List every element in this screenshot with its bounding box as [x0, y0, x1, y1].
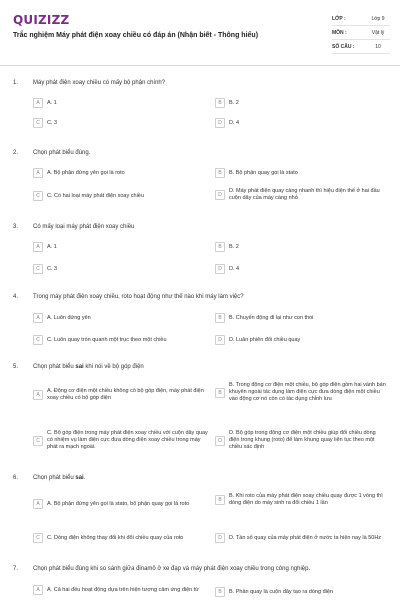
option-text: D. Luân phiên đổi chiều quay — [229, 336, 301, 343]
question-text: Máy phát điện xoay chiều có mấy bộ phận chính? — [33, 80, 166, 86]
option-text: B. Khi roto của máy phát điện xoay chiều quay được 1 vòng thì dòng điện do máy sinh ra đổi chiều 1 lần — [229, 493, 383, 506]
option-c[interactable] — [33, 264, 208, 274]
option-c[interactable] — [33, 191, 208, 201]
option-a[interactable] — [33, 499, 208, 509]
worksheet-header — [0, 0, 400, 66]
option-text: A. 1 — [47, 99, 57, 106]
option-text: D. 4 — [229, 265, 240, 272]
option-letter-box: C — [33, 436, 43, 446]
option-letter-box: B — [215, 242, 225, 252]
option-text: C. Dòng điện không thay đổi khi đổi chiều quay của roto — [47, 534, 184, 541]
option-a[interactable] — [33, 242, 208, 252]
option-c[interactable] — [33, 335, 208, 345]
option-c[interactable] — [33, 430, 208, 451]
option-text: A. Bộ phận đứng yên gọi là roto — [47, 169, 125, 176]
option-letter-box: B — [215, 313, 225, 323]
option-letter-box: A — [33, 168, 43, 178]
option-a[interactable] — [33, 98, 208, 108]
question-number: 1. — [13, 80, 19, 86]
option-text: A. 1 — [47, 243, 57, 250]
option-letter-box: B — [215, 98, 225, 108]
option-text: B. Chuyển động đi lại như con thoi — [229, 314, 314, 321]
option-text: A. Động cơ điện một chiều không có bộ góp điện, máy phát điện xoay chiều có bộ góp điện — [47, 388, 204, 401]
option-text: C. 3 — [47, 119, 58, 126]
option-letter-box: B — [215, 168, 225, 178]
option-d[interactable] — [215, 533, 387, 543]
option-letter-box: A — [33, 313, 43, 323]
question-text-post: . — [83, 475, 86, 481]
option-letter-box: C — [33, 264, 43, 274]
option-letter-box: D — [215, 264, 225, 274]
quizizz-logo: QUIZIZZ — [13, 13, 70, 27]
option-text: A. Luôn đứng yên — [47, 314, 91, 321]
question-text-pre: Chọn phát biểu — [33, 475, 76, 481]
question-text-post: khi nói về bộ góp điện — [83, 364, 144, 370]
option-d[interactable] — [215, 430, 387, 451]
question-text: Trong máy phát điện xoay chiều, roto hoạt động như thế nào khi máy làm việc? — [33, 294, 244, 300]
option-c[interactable] — [33, 533, 208, 543]
option-text: D. Bộ góp trong động cơ điện một chiều giúp đổi chiều dòng điện trong khung (roto) để làm khung quay liên tục theo một chiều xác định — [229, 430, 376, 450]
question-number: 5. — [13, 364, 19, 370]
question-text — [33, 475, 378, 481]
option-a[interactable] — [33, 388, 208, 402]
option-b[interactable] — [215, 168, 387, 178]
meta-row-class — [332, 12, 390, 26]
question-number: 2. — [13, 150, 19, 156]
meta-row-count — [332, 40, 390, 54]
option-text: A. Cả hai đều hoạt động dựa trên hiện tượng cảm ứng điện từ — [47, 586, 199, 593]
question-number: 6. — [13, 475, 19, 481]
option-text: C. 3 — [47, 265, 58, 272]
option-b[interactable] — [215, 587, 387, 597]
option-text: B. Trong động cơ điện một chiều, bộ góp điện gồm hai vành bán khuyên ngoài tác dụng làm điện cực đưa dòng điện một chiều vào động cơ nó còn có tác dụng chỉnh lưu — [229, 382, 386, 402]
option-a[interactable] — [33, 313, 208, 323]
option-letter-box: A — [33, 390, 43, 400]
option-letter-box: A — [33, 499, 43, 509]
question-number: 4. — [13, 294, 19, 300]
question-text: Chọn phát biểu đúng. — [33, 150, 91, 156]
option-d[interactable] — [215, 335, 387, 345]
option-b[interactable] — [215, 493, 387, 507]
option-text: A. Bộ phận đứng yên gọi là stato, bộ phận quay gọi là roto — [47, 500, 190, 507]
question-text-emphasis: sai — [75, 475, 84, 481]
option-c[interactable] — [33, 118, 208, 128]
meta-table — [332, 12, 390, 54]
option-b[interactable] — [215, 382, 387, 403]
option-text: D. 4 — [229, 119, 240, 126]
question-text: Chọn phát biểu đúng khi so sánh giữa đinamô ở xe đạp và máy phát điện xoay chiều trong công nghiệp. — [33, 566, 311, 572]
option-d[interactable] — [215, 118, 387, 128]
question-text — [33, 364, 378, 370]
option-text: B. 2 — [229, 99, 239, 106]
option-a[interactable] — [33, 585, 208, 595]
option-d[interactable] — [215, 264, 387, 274]
option-letter-box: D — [215, 118, 225, 128]
option-letter-box: A — [33, 242, 43, 252]
option-letter-box: A — [33, 585, 43, 595]
option-text: C. Bộ góp điện trong máy phát điện xoay chiều với cuộn dây quay có nhiệm vụ làm điện cực đưa dòng điện xoay chiều trong máy phát ra mạch ngoài. — [47, 430, 208, 450]
option-text: C. Có hai loại máy phát điện xoay chiều — [47, 192, 144, 199]
option-letter-box: D — [215, 436, 225, 446]
meta-value: 10 — [375, 43, 381, 50]
option-letter-box: D — [215, 190, 225, 200]
option-letter-box: C — [33, 335, 43, 345]
option-letter-box: A — [33, 98, 43, 108]
meta-row-subject — [332, 26, 390, 40]
option-text: C. Luôn quay tròn quanh một trục theo một chiều — [47, 336, 167, 343]
meta-value: Vật lý — [371, 29, 385, 36]
option-letter-box: C — [33, 191, 43, 201]
meta-label: SỐ CÂU : — [332, 43, 355, 50]
option-text: B. Bộ phận quay gọi là stato — [229, 169, 298, 176]
option-text: B. Phần quay là cuộn dây tạo ra dòng điện — [229, 588, 333, 595]
option-b[interactable] — [215, 98, 387, 108]
option-text: D. Máy phát điện quay càng nhanh thì hiệu điện thế ở hai đầu cuộn dây của máy càng nhỏ — [229, 188, 380, 201]
option-letter-box: D — [215, 533, 225, 543]
question-text: Có mấy loại máy phát điện xoay chiều — [33, 224, 135, 230]
meta-label: LỚP : — [332, 15, 346, 22]
meta-value: Lớp 9 — [371, 15, 385, 22]
question-text-pre: Chọn phát biểu — [33, 364, 76, 370]
page-title: Trắc nghiệm Máy phát điện xoay chiều có đáp án (Nhận biết - Thông hiểu) — [13, 32, 259, 39]
option-b[interactable] — [215, 242, 387, 252]
option-letter-box: B — [215, 495, 225, 505]
option-letter-box: D — [215, 335, 225, 345]
option-text: D. Tần số quay của máy phát điện ở nước ta hiện nay là 50Hz — [229, 534, 382, 541]
option-letter-box: C — [33, 118, 43, 128]
option-b[interactable] — [215, 313, 387, 323]
option-letter-box: C — [33, 533, 43, 543]
option-letter-box: B — [215, 587, 225, 597]
question-number: 3. — [13, 224, 19, 230]
option-d[interactable] — [215, 188, 387, 202]
question-text-emphasis: sai — [75, 364, 84, 370]
meta-label: MÔN : — [332, 29, 347, 36]
question-number: 7. — [13, 566, 19, 572]
option-letter-box: B — [215, 388, 225, 398]
option-text: B. 2 — [229, 243, 239, 250]
option-a[interactable] — [33, 168, 208, 178]
